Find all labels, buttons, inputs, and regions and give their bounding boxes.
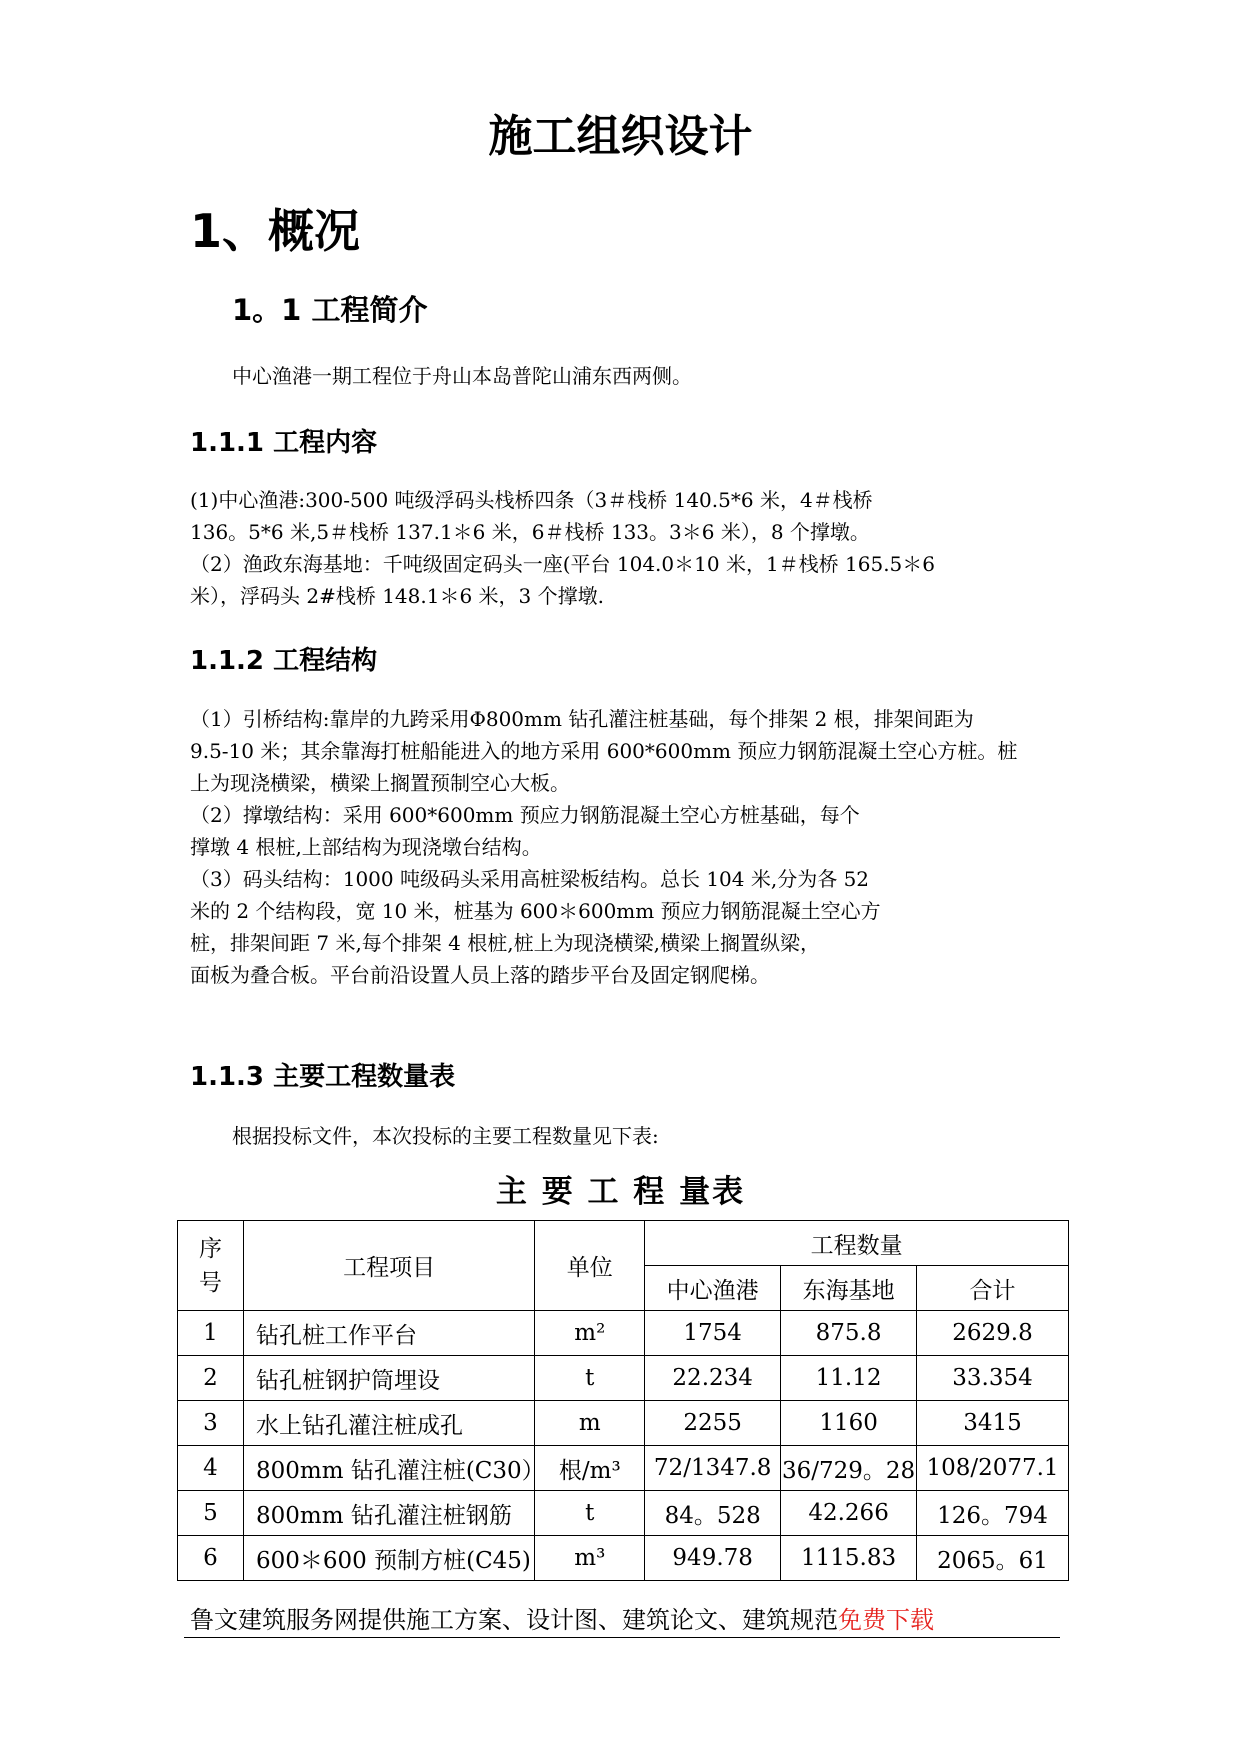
text-line: （2）渔政东海基地：千吨级固定码头一座(平台 104.0＊10 米，1＃栈桥 165.5＊6 — [190, 552, 936, 576]
footer-divider — [184, 1637, 1060, 1638]
cell-donghai-base: 875.8 — [781, 1311, 917, 1356]
header-donghai-base: 东海基地 — [781, 1266, 917, 1311]
cell-seq: 2 — [178, 1356, 244, 1401]
table-title: 主 要 工 程 量表 — [495, 1174, 746, 1210]
cell-item: 800mm 钻孔灌注桩(C30） — [243, 1446, 534, 1491]
cell-item: 800mm 钻孔灌注桩钢筋 — [243, 1491, 534, 1536]
cell-center-port: 1754 — [645, 1311, 781, 1356]
content-paragraph — [190, 484, 935, 612]
free-download-link[interactable]: 免费下载 — [838, 1606, 934, 1634]
footer-text: 鲁文建筑服务网提供施工方案、设计图、建筑论文、建筑规范 — [190, 1606, 838, 1634]
cell-total: 126。794 — [917, 1491, 1069, 1536]
table-row — [178, 1311, 1069, 1356]
cell-center-port: 22.234 — [645, 1356, 781, 1401]
header-center-port: 中心渔港 — [645, 1266, 781, 1311]
table-row — [178, 1446, 1069, 1491]
cell-total: 2065。61 — [917, 1536, 1069, 1581]
cell-unit: 根/m³ — [535, 1446, 645, 1491]
cell-center-port: 2255 — [645, 1401, 781, 1446]
structure-paragraph — [190, 703, 1017, 991]
cell-center-port: 949.78 — [645, 1536, 781, 1581]
text-line: 桩，排架间距 7 米,每个排架 4 根桩,桩上为现浇横梁,横梁上搁置纵梁， — [190, 931, 820, 955]
table-header-row — [178, 1221, 1069, 1266]
cell-item: 600＊600 预制方桩(C45) — [243, 1536, 534, 1581]
header-quantity: 工程数量 — [645, 1221, 1069, 1266]
table-row — [178, 1491, 1069, 1536]
cell-donghai-base: 1160 — [781, 1401, 917, 1446]
cell-donghai-base: 42.266 — [781, 1491, 917, 1536]
cell-seq: 3 — [178, 1401, 244, 1446]
table-row — [178, 1356, 1069, 1401]
table-intro: 根据投标文件，本次投标的主要工程数量见下表: — [232, 1124, 659, 1148]
cell-center-port: 84。528 — [645, 1491, 781, 1536]
cell-total: 108/2077.1 — [917, 1446, 1069, 1491]
cell-center-port: 72/1347.8 — [645, 1446, 781, 1491]
quantity-table — [177, 1220, 1069, 1581]
cell-item: 钻孔桩钢护筒埋设 — [243, 1356, 534, 1401]
table-row — [178, 1536, 1069, 1581]
cell-donghai-base: 11.12 — [781, 1356, 917, 1401]
text-line: 9.5-10 米；其余靠海打桩船能进入的地方采用 600*600mm 预应力钢筋混凝土空心方桩。桩 — [190, 739, 1018, 763]
cell-donghai-base: 1115.83 — [781, 1536, 917, 1581]
cell-seq: 1 — [178, 1311, 244, 1356]
cell-seq: 6 — [178, 1536, 244, 1581]
cell-total: 33.354 — [917, 1356, 1069, 1401]
header-seq: 序号 — [178, 1221, 244, 1311]
text-line: 面板为叠合板。平台前沿设置人员上落的踏步平台及固定钢爬梯。 — [190, 963, 770, 987]
cell-donghai-base: 36/729。28 — [781, 1446, 917, 1491]
footer-banner — [190, 1600, 934, 1635]
cell-unit: m³ — [535, 1536, 645, 1581]
cell-item: 钻孔桩工作平台 — [243, 1311, 534, 1356]
cell-unit: t — [535, 1491, 645, 1536]
document-title: 施工组织设计 — [488, 111, 753, 162]
cell-seq: 4 — [178, 1446, 244, 1491]
heading-1-1-2: 1.1.2 工程结构 — [190, 646, 378, 676]
cell-total: 2629.8 — [917, 1311, 1069, 1356]
cell-item: 水上钻孔灌注桩成孔 — [243, 1401, 534, 1446]
header-total: 合计 — [917, 1266, 1069, 1311]
header-item: 工程项目 — [243, 1221, 534, 1311]
heading-1-1-1: 1.1.1 工程内容 — [190, 428, 378, 458]
header-unit: 单位 — [535, 1221, 645, 1311]
subsection-heading-project-intro: 1。1 工程简介 — [232, 293, 428, 327]
text-line: 撑墩 4 根桩,上部结构为现浇墩台结构。 — [190, 835, 542, 859]
text-line: （1）引桥结构:靠岸的九跨采用Φ800mm 钻孔灌注桩基础，每个排架 2 根，排架间距为 — [190, 707, 974, 731]
table-row — [178, 1401, 1069, 1446]
text-line: （2）撑墩结构：采用 600*600mm 预应力钢筋混凝土空心方桩基础，每个 — [190, 803, 860, 827]
text-line: 136。5*6 米,5＃栈桥 137.1＊6 米，6＃栈桥 133。3＊6 米），8 个撑墩。 — [190, 520, 870, 544]
cell-unit: t — [535, 1356, 645, 1401]
section-heading-overview: 1、概况 — [190, 204, 361, 258]
cell-unit: m² — [535, 1311, 645, 1356]
heading-1-1-3: 1.1.3 主要工程数量表 — [190, 1062, 456, 1092]
cell-total: 3415 — [917, 1401, 1069, 1446]
text-line: (1)中心渔港:300-500 吨级浮码头栈桥四条（3＃栈桥 140.5*6 米，4＃栈桥 — [190, 488, 873, 512]
text-line: 米的 2 个结构段，宽 10 米，桩基为 600＊600mm 预应力钢筋混凝土空心方 — [190, 899, 881, 923]
text-line: （3）码头结构：1000 吨级码头采用高桩梁板结构。总长 104 米,分为各 52 — [190, 867, 870, 891]
text-line: 上为现浇横梁，横梁上搁置预制空心大板。 — [190, 771, 570, 795]
intro-paragraph: 中心渔港一期工程位于舟山本岛普陀山浦东西两侧。 — [232, 364, 692, 388]
text-line: 米），浮码头 2#栈桥 148.1＊6 米，3 个撑墩. — [190, 584, 604, 608]
cell-seq: 5 — [178, 1491, 244, 1536]
cell-unit: m — [535, 1401, 645, 1446]
